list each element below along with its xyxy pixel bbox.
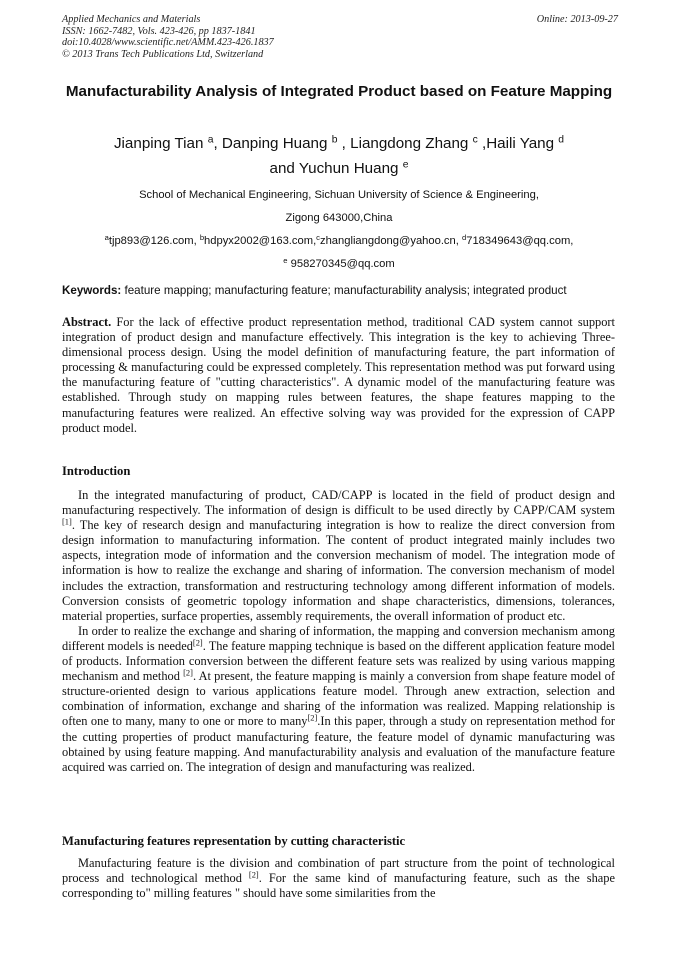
- online-date: Online: 2013-09-27: [536, 14, 618, 25]
- paragraph: [62, 856, 615, 901]
- citation: [2]: [248, 869, 259, 880]
- affiliation-block: [62, 184, 616, 276]
- keywords-label: Keywords:: [62, 284, 122, 297]
- email-line: [62, 253, 616, 276]
- email-superscript: e: [283, 255, 288, 265]
- keywords-text: feature mapping; manufacturing feature; manufacturability analysis; integrated product: [124, 284, 567, 297]
- email-a: tjp893@126.com: [108, 235, 194, 247]
- abstract: [62, 315, 615, 436]
- copyright-line: © 2013 Trans Tech Publications Ltd, Switzerland: [62, 48, 264, 60]
- author-name: Liangdong Zhang: [350, 135, 469, 152]
- citation: [2]: [307, 712, 318, 723]
- email-b: hdpyx2002@163.com: [204, 235, 314, 247]
- author-superscript: b: [331, 134, 338, 146]
- paragraph-text: . At present, the feature mapping is mainly a conversion from shape feature model of structure-oriented design to various applications feature model. Through anew extraction, selection and combination of information, exchange and sharing of the information was realized. Mapping relationship is often one to many, many to one or more to many: [62, 669, 615, 729]
- paragraph-text: . For the same kind of manufacturing feature, such as the shape corresponding to" milling features " should have some similarities from the: [62, 871, 615, 901]
- email-superscript: b: [199, 232, 205, 242]
- affiliation-line: Zigong 643000,China: [285, 212, 393, 224]
- author-superscript: d: [558, 134, 565, 146]
- paragraph-text: . The feature mapping technique is based on the different application feature model of products. Information conversion between the different feature sets was realized by using various mapping mechanism and method: [62, 638, 615, 684]
- paragraph-text: Manufacturing feature is the division and combination of part structure from the point of technological process and technological method: [62, 856, 615, 886]
- paper-title: Manufacturability Analysis of Integrated Product based on Feature Mapping: [65, 83, 613, 100]
- email-line: $^a$tjp893@126.com, $^b$hdpyx2002@163.com,$^c$zhangliangdong@yahoo.cn, $^d$718349643@qq.com,: [104, 232, 574, 247]
- author-superscript: e: [402, 159, 409, 171]
- paragraph: [62, 624, 615, 775]
- email-superscript: c: [316, 232, 320, 242]
- author-name: Danping Huang: [221, 135, 328, 152]
- introduction-body: [62, 488, 615, 775]
- author-list: Jianping Tian $^a$, Danping Huang $^b$ , Liangdong Zhang $^c$ ,Haili Yang $^d$ and Yuchun Huang $^e$: [113, 134, 565, 177]
- keywords: [62, 283, 618, 299]
- paragraph-text: In the integrated manufacturing of product, CAD/CAPP is located in the field of product design and manufacturing respectively. The information of design is difficult to be used directly by CAPP/CAM system: [62, 488, 615, 518]
- abstract-text: For the lack of effective product representation method, traditional CAD system cannot support integration of product design and manufacture effectively. This integration is the key to achieving Three-dimensional process design. Using the model definition of manufacturing feature, the part information of processing & manufacturing could be expressed completely. This representation method was put forward using the manufacturing feature of "cutting characteristics". A dynamic model of the manufacturing feature was established. Through study on mapping rules between features, the shape features mapping to the manufacturing features were realized. An effective solving way was provided for the expression of CAPP product model.: [62, 315, 615, 435]
- abstract-label: Abstract.: [62, 315, 112, 329]
- email-c: zhangliangdong@yahoo.cn: [319, 235, 456, 247]
- paragraph-text: In order to realize the exchange and sharing of information, the mapping and conversion mechanism among different models is needed: [62, 623, 615, 653]
- author-conjunction: and: [269, 160, 295, 177]
- email-superscript: d: [461, 232, 467, 242]
- paragraph: [62, 488, 615, 624]
- citation: [2]: [192, 637, 203, 648]
- email-e: 958270345@qq.com: [290, 258, 395, 270]
- email-superscript: a: [104, 232, 109, 242]
- section2-body: [62, 856, 615, 901]
- section-heading-manufacturing-features: Manufacturing features representation by cutting characteristic: [62, 834, 406, 848]
- journal-name: Applied Mechanics and Materials: [62, 14, 201, 25]
- author-superscript: a: [207, 134, 214, 146]
- citation: [1]: [62, 516, 72, 527]
- doi-line: doi:10.4028/www.scientific.net/AMM.423-426.1837: [62, 37, 274, 49]
- affiliation-line: School of Mechanical Engineering, Sichuan University of Science & Engineering,: [139, 189, 539, 201]
- paragraph-text: . The key of research design and manufacturing integration is how to realize the direct conversion from design information to manufacturing information. The content of product integrated mainly includes two aspects, integration mode of information and the conversion mechanism of model. The integration mode of information is how to realize the exchange and sharing of information. The conversion mechanism of model includes the extraction, transformation and restructuring technology among different information of models. Conversion consists of geometric topology information and shape characteristics, dimensions, tolerances, material properties, surface properties, assembly requirements, the overall information of product etc.: [62, 518, 615, 623]
- section-heading-introduction: Introduction: [62, 464, 131, 478]
- citation: [2]: [183, 667, 193, 678]
- journal-header: [62, 14, 618, 60]
- author-name: Haili Yang: [486, 135, 555, 152]
- author-name: Jianping Tian: [113, 135, 204, 152]
- email-d: 718349643@qq.com: [466, 235, 571, 247]
- author-name: Yuchun Huang: [298, 160, 399, 177]
- paragraph-text: .In this paper, through a study on representation method for the cutting properties of product manufacturing feature, the feature model of dynamic manufacturing was obtained by using feature mapping. And manufacturability analysis and evaluation of the manufacture feature acquired was carried on. The integration of design and manufacturing was realized.: [62, 714, 615, 774]
- issn-line: ISSN: 1662-7482, Vols. 423-426, pp 1837-1841: [62, 25, 256, 37]
- author-superscript: c: [472, 134, 478, 146]
